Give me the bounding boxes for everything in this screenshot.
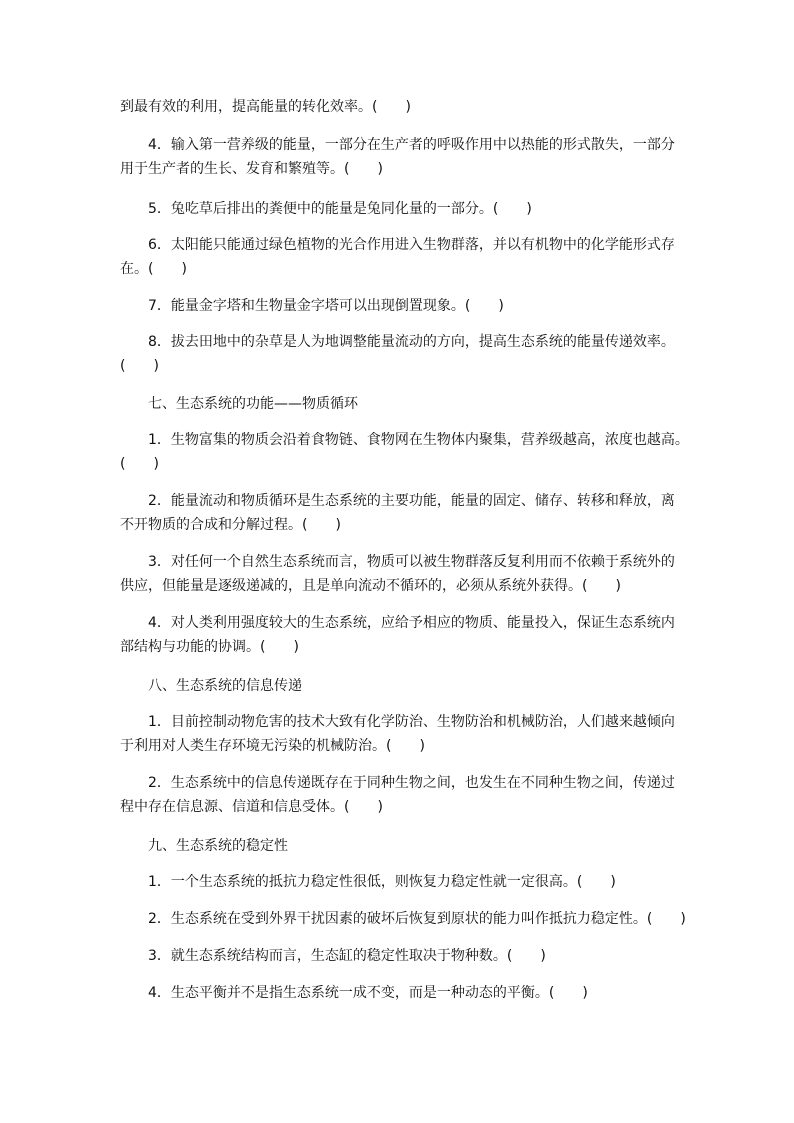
text-line: 2．生态系统在受到外界干扰因素的破坏后恢复到原状的能力叫作抵抗力稳定性。( ) [148, 911, 686, 927]
text-line: 4．生态平衡并不是指生态系统一成不变，而是一种动态的平衡。( ) [148, 985, 588, 1001]
text-line: 用于生产者的生长、发育和繁殖等。( ) [120, 161, 383, 177]
text-line: 部结构与功能的协调。( ) [120, 639, 299, 655]
text-line: 1．一个生态系统的抵抗力稳定性很低，则恢复力稳定性就一定很高。( ) [148, 874, 616, 890]
question-9-2 [120, 907, 686, 931]
question-7-1 [120, 428, 689, 476]
text-line: 2．生态系统中的信息传递既存在于同种生物之间，也发生在不同种生物之间，传递过 [148, 775, 675, 791]
question-7-2 [120, 489, 680, 537]
text-line: 4．输入第一营养级的能量，一部分在生产者的呼吸作用中以热能的形式散失，一部分 [148, 137, 675, 153]
text-line: 4．对人类利用强度较大的生态系统，应给予相应的物质、能量投入，保证生态系统内 [148, 615, 675, 631]
text-line: 1．目前控制动物危害的技术大致有化学防治、生物防治和机械防治，人们越来越倾向 [148, 714, 675, 730]
question-8-2 [120, 771, 680, 819]
question-7 [120, 294, 680, 318]
question-7-3 [120, 550, 680, 598]
section-heading-9: 九、生态系统的稳定性 [148, 838, 288, 854]
text-line: ( ) [120, 456, 159, 472]
section-heading-7: 七、生态系统的功能——物质循环 [148, 396, 358, 412]
text-line: 6．太阳能只能通过绿色植物的光合作用进入生物群落，并以有机物中的化学能形式存 [148, 237, 675, 253]
question-4 [120, 133, 680, 181]
paragraph-continuation [120, 95, 680, 119]
text-line: 于利用对人类生存环境无污染的机械防治。( ) [120, 738, 425, 754]
text-line: 不开物质的合成和分解过程。( ) [120, 517, 341, 533]
question-7-4 [120, 611, 680, 659]
text-line: 8．拔去田地中的杂草是人为地调整能量流动的方向，提高生态系统的能量传递效率。 [148, 334, 675, 350]
text-line: 2．能量流动和物质循环是生态系统的主要功能，能量的固定、储存、转移和释放，离 [148, 493, 675, 509]
text-line: 供应，但能量是逐级递减的，且是单向流动不循环的，必须从系统外获得。( ) [120, 578, 621, 594]
text-line: 在。( ) [120, 261, 187, 277]
question-6 [120, 233, 680, 281]
question-9-3 [120, 944, 680, 968]
text-line: 3．就生态系统结构而言，生态缸的稳定性取决于物种数。( ) [148, 948, 546, 964]
question-9-4 [120, 981, 680, 1005]
text-line: 3．对任何一个自然生态系统而言，物质可以被生物群落反复利用而不依赖于系统外的 [148, 554, 675, 570]
question-8-1 [120, 710, 680, 758]
text-line: 5．兔吃草后排出的粪便中的能量是兔同化量的一部分。( ) [148, 201, 532, 217]
question-8 [120, 330, 680, 378]
text-line: 到最有效的利用，提高能量的转化效率。( ) [120, 99, 411, 115]
text-line: 1．生物富集的物质会沿着食物链、食物网在生物体内聚集，营养级越高，浓度也越高。 [148, 432, 689, 448]
text-line: 7．能量金字塔和生物量金字塔可以出现倒置现象。( ) [148, 298, 504, 314]
text-line: ( ) [120, 358, 159, 374]
question-5 [120, 197, 680, 221]
text-line: 程中存在信息源、信道和信息受体。( ) [120, 799, 383, 815]
section-heading-8: 八、生态系统的信息传递 [148, 678, 302, 694]
question-9-1 [120, 870, 680, 894]
